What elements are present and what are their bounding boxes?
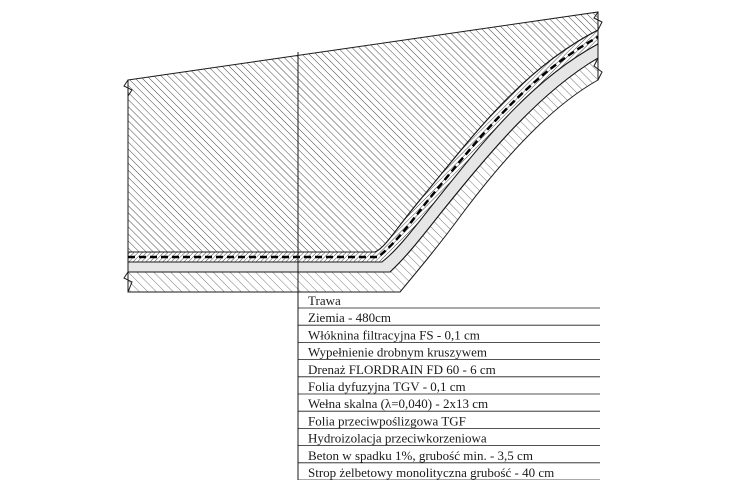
legend-item: Drenaż FLORDRAIN FD 60 - 6 cm (308, 361, 496, 377)
legend-item: Trawa (308, 293, 341, 308)
legend-item: Folia przeciwpoślizgowa TGF (308, 413, 466, 429)
legend-item: Ziemia - 480cm (308, 310, 392, 326)
legend-item: Wypełnienie drobnym kruszywem (308, 344, 488, 360)
legend-item: Strop żelbetowy monolityczna grubość - 40 cm (308, 465, 555, 480)
legend-item: Folia dyfuzyjna TGV - 0,1 cm (308, 379, 466, 394)
layer-legend (298, 293, 600, 480)
legend-item: Beton w spadku 1%, grubość min. - 3,5 cm (308, 447, 533, 463)
legend-item: Wełna skalna (λ=0,040) - 2x13 cm (308, 396, 489, 412)
legend-item: Włóknina filtracyjna FS - 0,1 cm (308, 327, 480, 343)
legend-item: Hydroizolacja przeciwkorzeniowa (308, 430, 487, 446)
